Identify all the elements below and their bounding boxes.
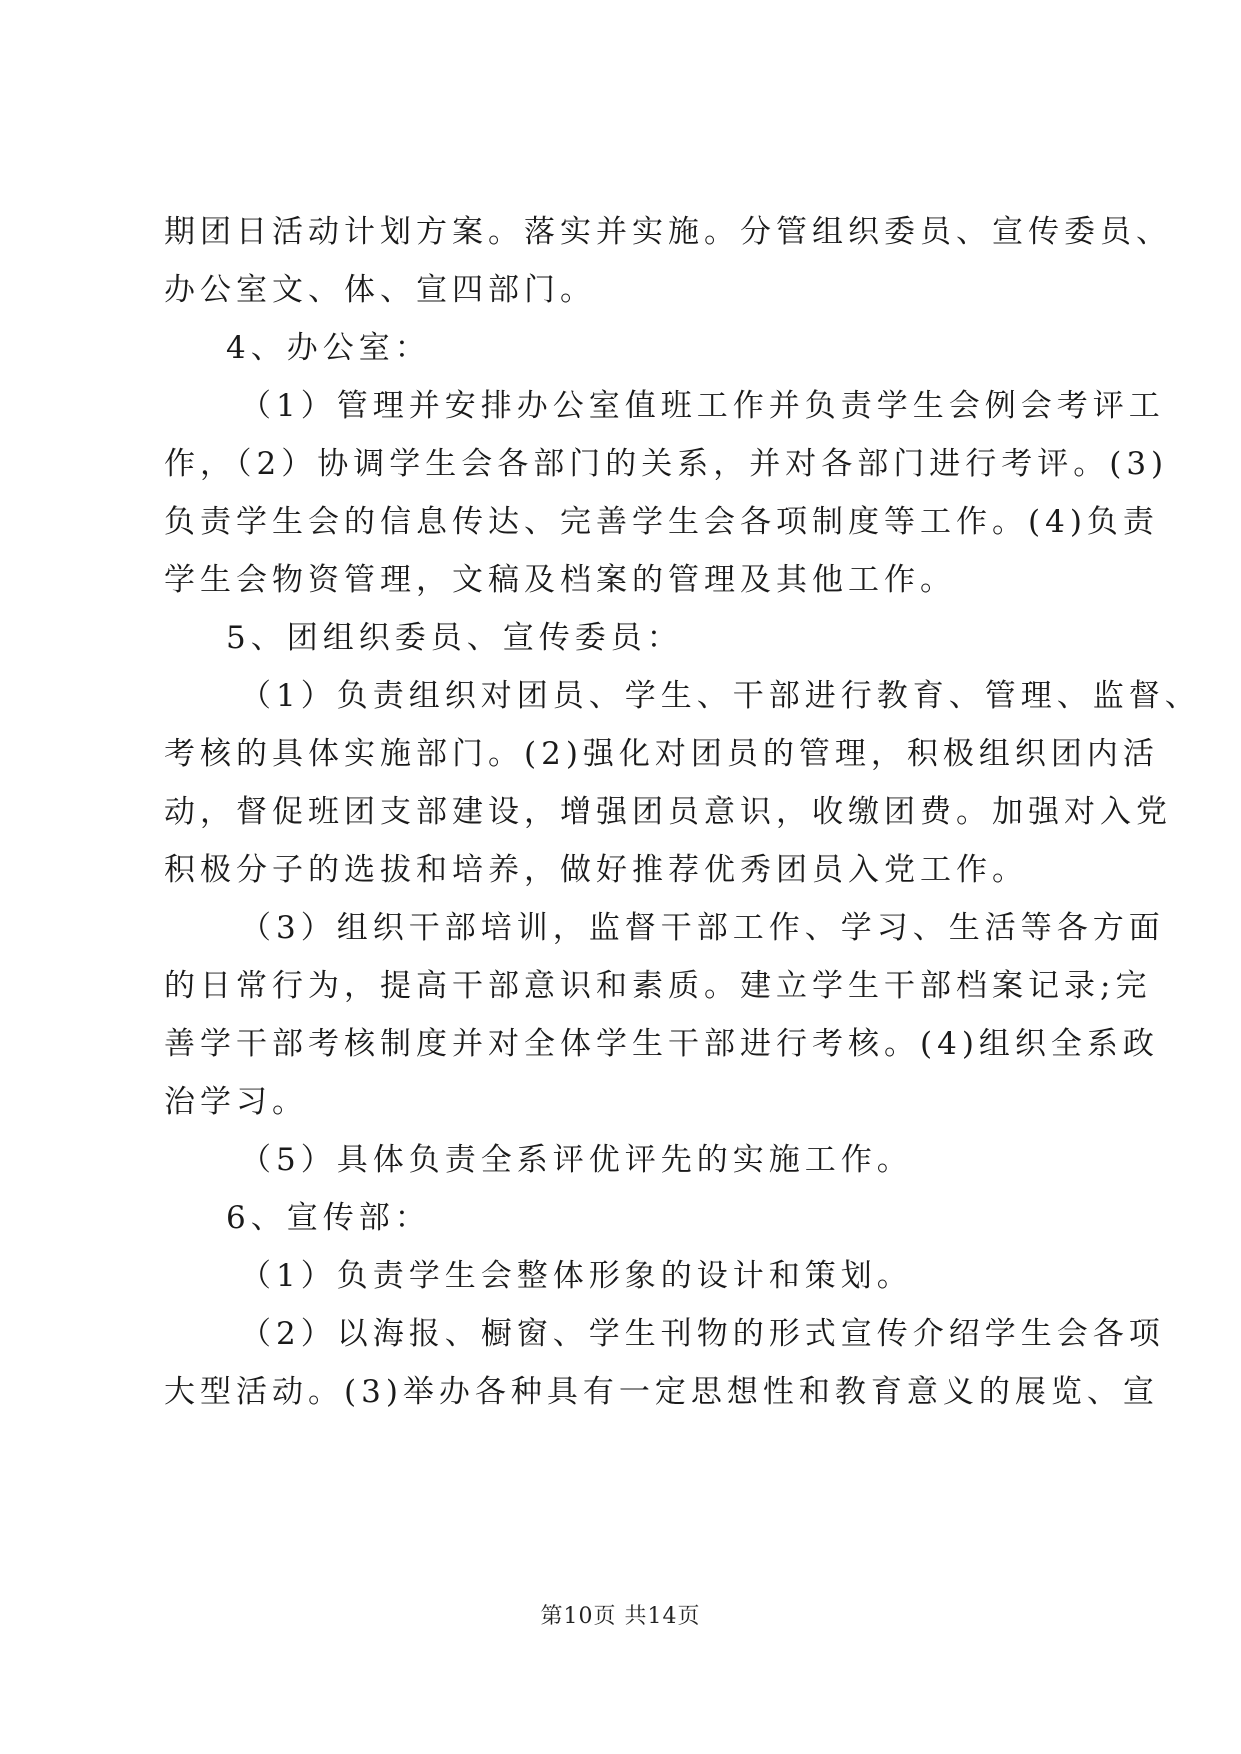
body-text-line: 负责学生会的信息传达、完善学生会各项制度等工作。(4)负责 [164,504,1159,540]
body-text-line: （1）管理并安排办公室值班工作并负责学生会例会考评工 [240,388,1165,424]
body-text-line: 期团日活动计划方案。落实并实施。分管组织委员、宣传委员、 [164,214,1172,250]
body-text-line: （3）组织干部培训，监督干部工作、学习、生活等各方面 [240,910,1165,946]
body-text-line: 善学干部考核制度并对全体学生干部进行考核。(4)组织全系政 [164,1026,1159,1062]
page-footer: 第10页 共14页 [540,1604,701,1629]
body-text-line: 动，督促班团支部建设，增强团员意识，收缴团费。加强对入党 [164,794,1172,830]
body-text-line: 学生会物资管理，文稿及档案的管理及其他工作。 [164,562,956,598]
section-heading-publicity: 6、宣传部： [226,1200,431,1236]
body-text-line: 考核的具体实施部门。(2)强化对团员的管理，积极组织团内活 [164,736,1159,772]
section-heading-league: 5、团组织委员、宣传委员： [226,620,683,656]
body-text-line: （2）以海报、橱窗、学生刊物的形式宣传介绍学生会各项 [240,1316,1165,1352]
body-text-line: 的日常行为，提高干部意识和素质。建立学生干部档案记录;完 [164,968,1152,1004]
section-heading-office: 4、办公室： [226,330,431,366]
body-text-line: （5）具体负责全系评优评先的实施工作。 [240,1142,913,1178]
body-text-line: 治学习。 [164,1084,308,1120]
body-text-line: 办公室文、体、宣四部门。 [164,272,596,308]
body-text-line: （1）负责学生会整体形象的设计和策划。 [240,1258,913,1294]
body-text-line: （1）负责组织对团员、学生、干部进行教育、管理、监督、 [240,678,1201,714]
body-text-line: 积极分子的选拔和培养，做好推荐优秀团员入党工作。 [164,852,1028,888]
body-text-line: 大型活动。(3)举办各种具有一定思想性和教育意义的展览、宣 [164,1374,1159,1410]
body-text-line: 作，（2）协调学生会各部门的关系，并对各部门进行考评。(3) [164,446,1169,482]
